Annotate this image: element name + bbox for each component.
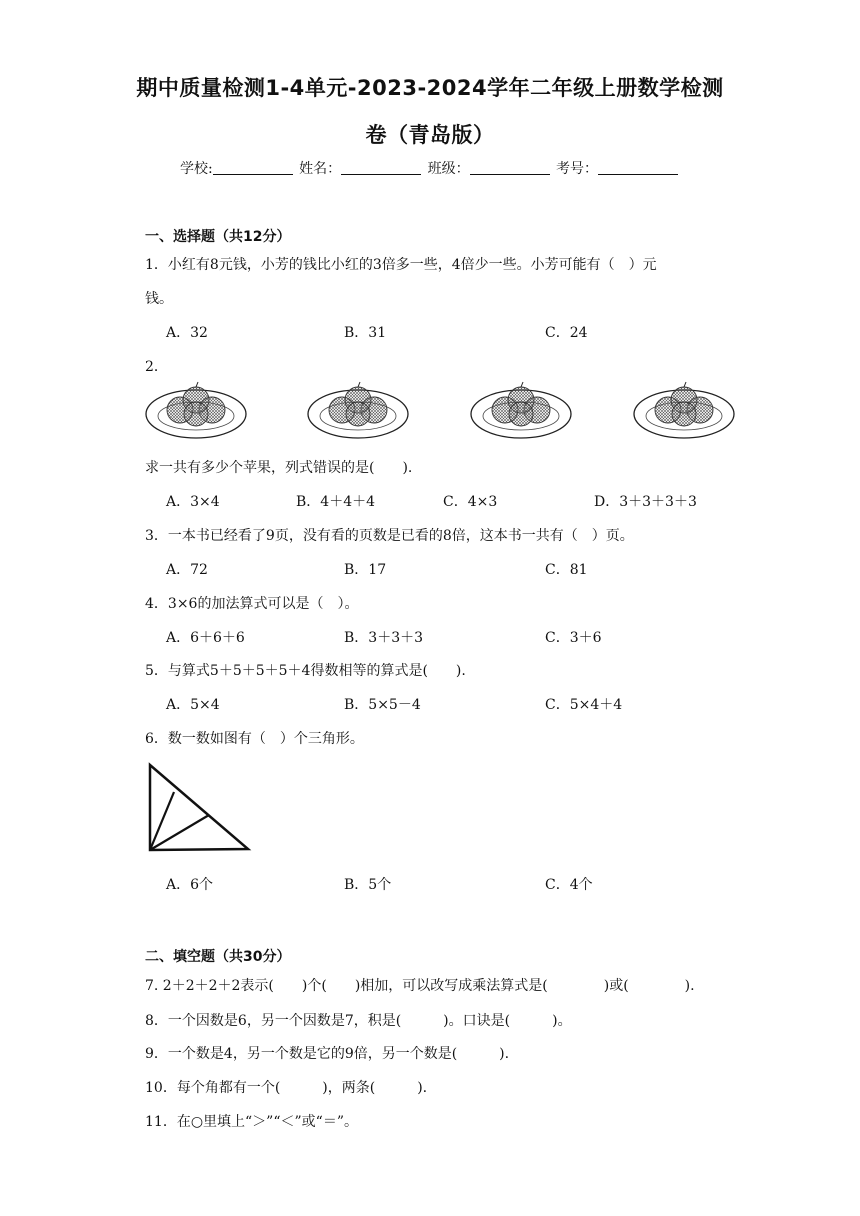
student-info-row (0, 158, 860, 178)
section1-heading: 一、选择题（共12分） (145, 229, 291, 245)
plate-of-apples-4 (634, 382, 734, 438)
class-label: 班级： (427, 161, 470, 177)
question-2-number: 2． (145, 359, 168, 375)
plate-of-apples-3 (471, 382, 571, 438)
question-1-option-c[interactable]: C．24 (545, 325, 588, 341)
exam-no-label: 考号： (556, 161, 599, 177)
question-8-text: 8．一个因数是6，另一个因数是7，积是( )。口诀是( )。 (145, 1013, 572, 1029)
question-1-option-b[interactable]: B．31 (344, 325, 387, 341)
apple-plates-figure (140, 378, 740, 442)
question-5-option-a[interactable]: A．5×4 (166, 697, 220, 713)
question-9-text: 9．一个数是4，另一个数是它的9倍，另一个数是( ). (145, 1046, 510, 1062)
question-1-option-a[interactable]: A．32 (166, 325, 208, 341)
question-3-option-a[interactable]: A．72 (166, 562, 208, 578)
question-3-option-c[interactable]: C．81 (545, 562, 588, 578)
question-3-option-b[interactable]: B．17 (344, 562, 387, 578)
question-2-option-a[interactable]: A．3×4 (166, 494, 220, 510)
name-label: 姓名： (299, 161, 342, 177)
plate-of-apples-2 (308, 382, 408, 438)
question-10-text: 10．每个角都有一个( )，两条( ). (145, 1080, 428, 1096)
question-2-option-c[interactable]: C．4×3 (443, 494, 498, 510)
question-2-option-d[interactable]: D．3＋3＋3＋3 (594, 494, 697, 510)
question-1-text-cont: 钱。 (145, 291, 173, 307)
question-6-option-b[interactable]: B．5个 (344, 877, 392, 893)
plate-of-apples-1 (146, 382, 246, 438)
section2-heading: 二、填空题（共30分） (145, 949, 291, 965)
question-7-text: 7. 2＋2＋2＋2表示( )个( )相加，可以改写成乘法算式是( )或( ). (145, 978, 695, 994)
exam-no-blank[interactable] (598, 161, 678, 175)
question-4-option-b[interactable]: B．3＋3＋3 (344, 630, 424, 646)
triangle-figure (144, 760, 254, 856)
page-title-line2: 卷（青岛版） (365, 123, 495, 147)
question-1-text: 1．小红有8元钱，小芳的钱比小红的3倍多一些，4倍少一些。小芳可能有（ ）元 (145, 257, 657, 273)
name-blank[interactable] (341, 161, 421, 175)
question-4-option-c[interactable]: C．3＋6 (545, 630, 602, 646)
question-11-text: 11．在○里填上“＞”“＜”或“＝”。 (145, 1114, 358, 1130)
question-5-option-b[interactable]: B．5×5－4 (344, 697, 421, 713)
question-3-text: 3．一本书已经看了9页，没有看的页数是已看的8倍，这本书一共有（ ）页。 (145, 528, 634, 544)
question-5-option-c[interactable]: C．5×4＋4 (545, 697, 623, 713)
school-label: 学校: (179, 161, 213, 177)
page-title-line1: 期中质量检测1-4单元-2023-2024学年二年级上册数学检测 (136, 76, 724, 100)
school-blank[interactable] (213, 161, 293, 175)
question-4-text: 4．3×6的加法算式可以是（ ）。 (145, 596, 359, 612)
question-6-option-a[interactable]: A．6个 (166, 877, 214, 893)
question-6-text: 6．数一数如图有（ ）个三角形。 (145, 731, 364, 747)
question-2-option-b[interactable]: B．4＋4＋4 (296, 494, 376, 510)
question-4-option-a[interactable]: A．6＋6＋6 (166, 630, 245, 646)
question-6-option-c[interactable]: C．4个 (545, 877, 593, 893)
class-blank[interactable] (470, 161, 550, 175)
question-5-text: 5．与算式5＋5＋5＋5＋4得数相等的算式是( ). (145, 663, 466, 679)
question-2-text: 求一共有多少个苹果，列式错误的是( ). (145, 460, 413, 476)
